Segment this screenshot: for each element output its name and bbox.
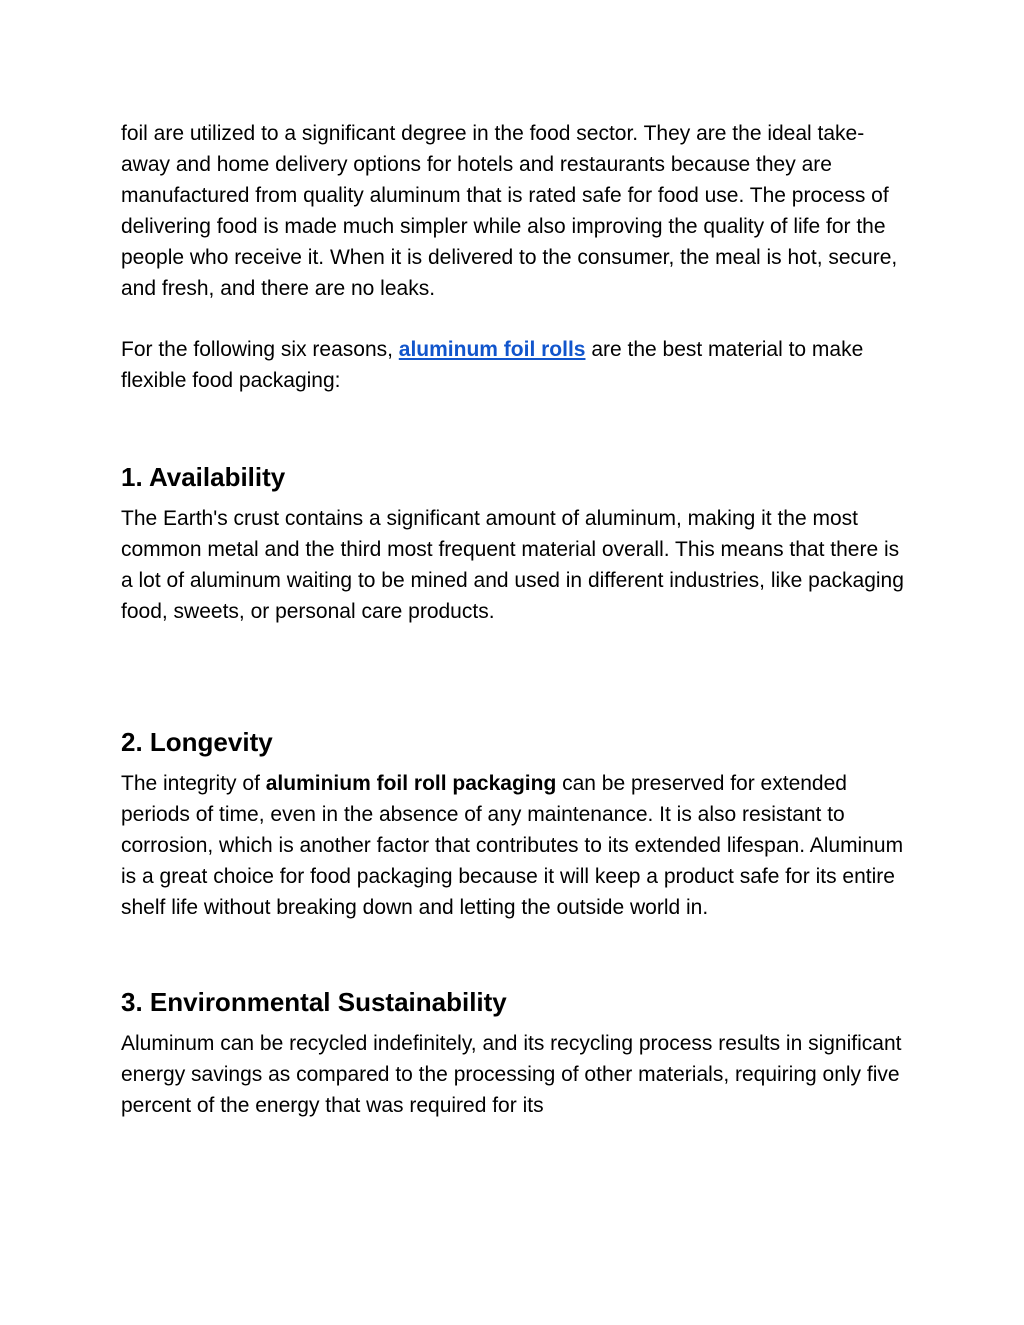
- heading-longevity: 2. Longevity: [121, 727, 273, 757]
- heading-availability: 1. Availability: [121, 462, 286, 492]
- aluminum-foil-rolls-link[interactable]: aluminum foil rolls: [398, 338, 586, 361]
- longevity-text-before: The integrity of: [121, 772, 266, 795]
- intro-paragraph: foil are utilized to a significant degree in the food sector. They are the ideal take-away and home delivery options for hotels and restaurants because they are manufactured from quality aluminum that is rated safe for food use. The process of delivering food is made much simpler while also improving the quality of life for the people who receive it. When it is delivered to the consumer, the meal is hot, secure, and fresh, and there are no leaks.: [121, 122, 898, 300]
- heading-environmental-sustainability: 3. Environmental Sustainability: [121, 987, 507, 1017]
- document-page: [121, 118, 911, 1121]
- environmental-sustainability-paragraph: Aluminum can be recycled indefinitely, and its recycling process results in significant energy savings as compared to the processing of other materials, requiring only five percent of the energy that was required for its: [121, 1032, 902, 1117]
- reasons-intro-paragraph: [121, 334, 911, 396]
- longevity-bold-phrase: aluminium foil roll packaging: [265, 772, 557, 795]
- longevity-text-after: can be preserved for extended periods of time, even in the absence of any maintenance. It is also resistant to corrosion, which is another factor that contributes to its extended lifespan. Aluminum is a great choice for food packaging because it will keep a product safe for its entire shelf life without breaking down and letting the outside world in.: [121, 772, 904, 919]
- reasons-intro-text-after: are the best material to make flexible food packaging:: [121, 338, 864, 392]
- longevity-paragraph: [121, 768, 911, 923]
- reasons-intro-text-before: For the following six reasons,: [121, 338, 399, 361]
- availability-paragraph: The Earth's crust contains a significant amount of aluminum, making it the most common metal and the third most frequent material overall. This means that there is a lot of aluminum waiting to be mined and used in different industries, like packaging food, sweets, or personal care products.: [121, 507, 904, 623]
